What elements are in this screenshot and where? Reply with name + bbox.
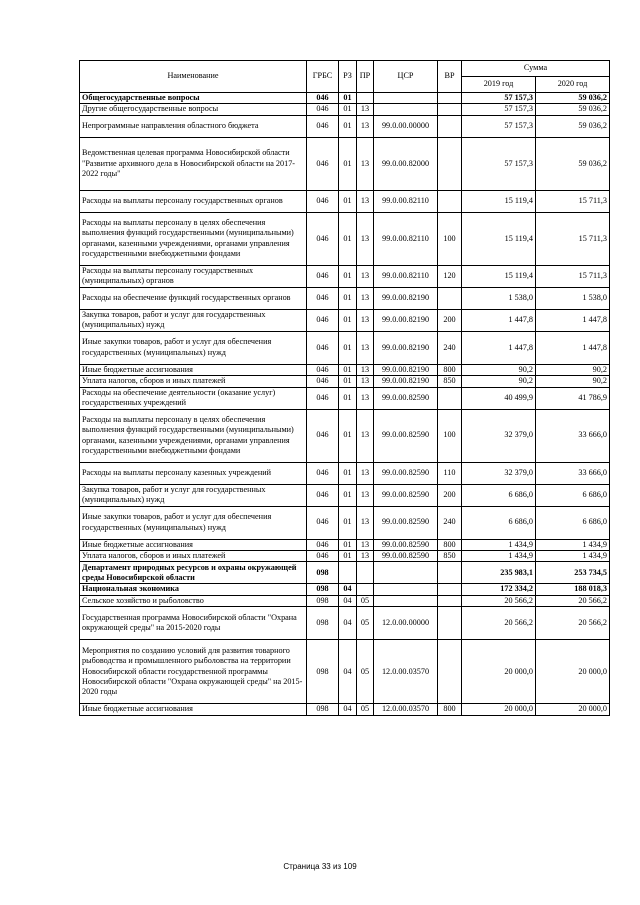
table-row bbox=[80, 462, 610, 484]
table-row bbox=[80, 331, 610, 364]
row-vr: 240 bbox=[438, 331, 462, 364]
row-name: Департамент природных ресурсов и охраны окружающей среды Новосибирской области bbox=[80, 562, 307, 584]
row-value-2019: 20 566,2 bbox=[462, 595, 536, 606]
row-value-2019: 1 434,9 bbox=[462, 551, 536, 562]
row-name: Мероприятия по созданию условий для развития товарного рыбоводства и промышленного рыболовства на территории Новосибирской области государственной программы Новосибирской области "Охрана окружающей среды" на 2015-2020 годы bbox=[80, 640, 307, 704]
row-csr: 99.0.00.82190 bbox=[374, 287, 438, 309]
row-value-2020: 59 036,2 bbox=[536, 115, 610, 137]
row-vr bbox=[438, 595, 462, 606]
row-rz: 01 bbox=[339, 265, 357, 287]
row-name: Иные бюджетные ассигнования bbox=[80, 539, 307, 550]
row-pr: 13 bbox=[357, 506, 374, 539]
header-name: Наименование bbox=[80, 61, 307, 93]
row-vr bbox=[438, 190, 462, 212]
row-vr bbox=[438, 115, 462, 137]
header-grbs: ГРБС bbox=[307, 61, 339, 93]
row-value-2020: 188 018,3 bbox=[536, 584, 610, 595]
row-name: Иные бюджетные ассигнования bbox=[80, 364, 307, 375]
row-vr: 100 bbox=[438, 212, 462, 265]
row-value-2019: 1 538,0 bbox=[462, 287, 536, 309]
table-row bbox=[80, 309, 610, 331]
table-row bbox=[80, 584, 610, 595]
row-value-2020: 41 786,9 bbox=[536, 387, 610, 409]
row-rz: 04 bbox=[339, 640, 357, 704]
row-rz bbox=[339, 562, 357, 584]
row-rz: 01 bbox=[339, 137, 357, 190]
row-pr: 13 bbox=[357, 364, 374, 375]
row-value-2020: 6 686,0 bbox=[536, 506, 610, 539]
table-row bbox=[80, 190, 610, 212]
table-row bbox=[80, 265, 610, 287]
row-rz: 01 bbox=[339, 409, 357, 462]
row-name: Национальная экономика bbox=[80, 584, 307, 595]
row-pr: 13 bbox=[357, 539, 374, 550]
row-pr: 05 bbox=[357, 640, 374, 704]
row-csr: 12.0.00.00000 bbox=[374, 607, 438, 640]
row-value-2019: 90,2 bbox=[462, 376, 536, 387]
row-grbs: 046 bbox=[307, 364, 339, 375]
row-rz: 04 bbox=[339, 584, 357, 595]
table-row bbox=[80, 551, 610, 562]
row-grbs: 046 bbox=[307, 484, 339, 506]
row-value-2019: 57 157,3 bbox=[462, 93, 536, 104]
row-pr: 13 bbox=[357, 309, 374, 331]
table-row bbox=[80, 104, 610, 115]
row-csr: 99.0.00.82590 bbox=[374, 539, 438, 550]
row-pr: 13 bbox=[357, 484, 374, 506]
header-sum: Сумма bbox=[462, 61, 610, 77]
row-name: Ведомственная целевая программа Новосибирской области "Развитие архивного дела в Новосибирской области на 2017-2022 годы" bbox=[80, 137, 307, 190]
row-csr: 99.0.00.82110 bbox=[374, 212, 438, 265]
row-vr: 200 bbox=[438, 309, 462, 331]
table-header bbox=[80, 61, 610, 93]
row-vr bbox=[438, 287, 462, 309]
row-name: Иные закупки товаров, работ и услуг для обеспечения государственных (муниципальных) нужд bbox=[80, 331, 307, 364]
row-name: Расходы на выплаты персоналу в целях обеспечения выполнения функций государственными (муниципальными) органами, казенными учреждениями, органами управления государственными внебюджетными фондами bbox=[80, 409, 307, 462]
row-name: Государственная программа Новосибирской области "Охрана окружающей среды" на 2015-2020 годы bbox=[80, 607, 307, 640]
row-vr: 110 bbox=[438, 462, 462, 484]
row-vr: 800 bbox=[438, 539, 462, 550]
row-name: Расходы на выплаты персоналу государственных (муниципальных) органов bbox=[80, 265, 307, 287]
row-pr: 13 bbox=[357, 265, 374, 287]
row-grbs: 098 bbox=[307, 704, 339, 715]
row-value-2020: 20 000,0 bbox=[536, 640, 610, 704]
row-pr bbox=[357, 93, 374, 104]
row-value-2020: 90,2 bbox=[536, 376, 610, 387]
row-pr: 13 bbox=[357, 287, 374, 309]
row-rz: 04 bbox=[339, 595, 357, 606]
row-name: Расходы на выплаты персоналу в целях обеспечения выполнения функций государственными (муниципальными) органами, казенными учреждениями, органами управления государственными внебюджетными фондами bbox=[80, 212, 307, 265]
row-value-2020: 1 434,9 bbox=[536, 539, 610, 550]
row-value-2019: 57 157,3 bbox=[462, 104, 536, 115]
row-grbs: 046 bbox=[307, 212, 339, 265]
row-value-2019: 1 447,8 bbox=[462, 331, 536, 364]
row-name: Закупка товаров, работ и услуг для государственных (муниципальных) нужд bbox=[80, 484, 307, 506]
row-rz: 01 bbox=[339, 287, 357, 309]
row-value-2020: 20 566,2 bbox=[536, 595, 610, 606]
row-name: Расходы на выплаты персоналу государственных органов bbox=[80, 190, 307, 212]
row-vr: 800 bbox=[438, 364, 462, 375]
row-value-2019: 57 157,3 bbox=[462, 137, 536, 190]
row-vr: 800 bbox=[438, 704, 462, 715]
row-value-2020: 6 686,0 bbox=[536, 484, 610, 506]
row-value-2020: 15 711,3 bbox=[536, 265, 610, 287]
row-vr: 120 bbox=[438, 265, 462, 287]
row-grbs: 098 bbox=[307, 595, 339, 606]
row-name: Сельское хозяйство и рыболовство bbox=[80, 595, 307, 606]
row-name: Закупка товаров, работ и услуг для государственных (муниципальных) нужд bbox=[80, 309, 307, 331]
row-pr: 13 bbox=[357, 551, 374, 562]
row-csr bbox=[374, 584, 438, 595]
row-vr bbox=[438, 640, 462, 704]
row-csr: 99.0.00.82190 bbox=[374, 309, 438, 331]
table-row bbox=[80, 212, 610, 265]
row-value-2020: 20 566,2 bbox=[536, 607, 610, 640]
row-value-2020: 1 447,8 bbox=[536, 309, 610, 331]
row-value-2019: 90,2 bbox=[462, 364, 536, 375]
row-pr bbox=[357, 562, 374, 584]
row-grbs: 098 bbox=[307, 584, 339, 595]
table-row bbox=[80, 93, 610, 104]
row-grbs: 046 bbox=[307, 539, 339, 550]
row-vr: 850 bbox=[438, 376, 462, 387]
row-pr: 13 bbox=[357, 212, 374, 265]
table-row bbox=[80, 607, 610, 640]
row-vr bbox=[438, 104, 462, 115]
row-vr bbox=[438, 137, 462, 190]
row-name: Расходы на выплаты персоналу казенных учреждений bbox=[80, 462, 307, 484]
row-value-2020: 15 711,3 bbox=[536, 212, 610, 265]
row-value-2019: 32 379,0 bbox=[462, 462, 536, 484]
row-name: Расходы на обеспечение функций государственных органов bbox=[80, 287, 307, 309]
row-csr: 99.0.00.82110 bbox=[374, 190, 438, 212]
table-row bbox=[80, 484, 610, 506]
row-grbs: 046 bbox=[307, 190, 339, 212]
row-grbs: 046 bbox=[307, 462, 339, 484]
row-value-2020: 1 447,8 bbox=[536, 331, 610, 364]
row-rz: 01 bbox=[339, 506, 357, 539]
row-pr: 13 bbox=[357, 387, 374, 409]
row-csr: 12.0.00.03570 bbox=[374, 704, 438, 715]
row-csr: 99.0.00.82110 bbox=[374, 265, 438, 287]
table-row bbox=[80, 364, 610, 375]
row-csr: 99.0.00.82590 bbox=[374, 484, 438, 506]
row-pr: 13 bbox=[357, 115, 374, 137]
row-pr: 13 bbox=[357, 462, 374, 484]
row-rz: 01 bbox=[339, 484, 357, 506]
row-grbs: 046 bbox=[307, 93, 339, 104]
row-value-2019: 6 686,0 bbox=[462, 506, 536, 539]
row-rz: 04 bbox=[339, 704, 357, 715]
row-value-2020: 59 036,2 bbox=[536, 137, 610, 190]
row-csr: 99.0.00.82190 bbox=[374, 376, 438, 387]
row-value-2019: 20 000,0 bbox=[462, 704, 536, 715]
row-name: Иные бюджетные ассигнования bbox=[80, 704, 307, 715]
row-rz: 01 bbox=[339, 309, 357, 331]
row-vr bbox=[438, 93, 462, 104]
row-pr: 13 bbox=[357, 331, 374, 364]
row-grbs: 046 bbox=[307, 551, 339, 562]
row-rz: 01 bbox=[339, 115, 357, 137]
row-value-2019: 20 566,2 bbox=[462, 607, 536, 640]
row-csr: 99.0.00.82590 bbox=[374, 506, 438, 539]
row-vr bbox=[438, 387, 462, 409]
row-grbs: 098 bbox=[307, 562, 339, 584]
row-csr: 99.0.00.82590 bbox=[374, 387, 438, 409]
table-row bbox=[80, 704, 610, 715]
row-csr: 99.0.00.00000 bbox=[374, 115, 438, 137]
table-row bbox=[80, 387, 610, 409]
table-row bbox=[80, 595, 610, 606]
row-vr: 200 bbox=[438, 484, 462, 506]
row-vr bbox=[438, 584, 462, 595]
row-name: Расходы на обеспечение деятельности (оказание услуг) государственных учреждений bbox=[80, 387, 307, 409]
header-2020: 2020 год bbox=[536, 77, 610, 93]
row-vr: 240 bbox=[438, 506, 462, 539]
row-csr: 99.0.00.82190 bbox=[374, 331, 438, 364]
row-csr bbox=[374, 562, 438, 584]
row-value-2019: 57 157,3 bbox=[462, 115, 536, 137]
row-csr: 99.0.00.82190 bbox=[374, 364, 438, 375]
row-rz: 01 bbox=[339, 190, 357, 212]
row-value-2020: 1 538,0 bbox=[536, 287, 610, 309]
row-value-2019: 15 119,4 bbox=[462, 265, 536, 287]
row-csr bbox=[374, 93, 438, 104]
row-rz: 01 bbox=[339, 212, 357, 265]
row-value-2019: 235 983,1 bbox=[462, 562, 536, 584]
row-value-2020: 20 000,0 bbox=[536, 704, 610, 715]
row-grbs: 046 bbox=[307, 331, 339, 364]
row-value-2019: 15 119,4 bbox=[462, 190, 536, 212]
row-pr: 05 bbox=[357, 607, 374, 640]
page-footer: Страница 33 из 109 bbox=[283, 862, 357, 871]
row-rz: 01 bbox=[339, 376, 357, 387]
row-name: Непрограммные направления областного бюджета bbox=[80, 115, 307, 137]
row-csr: 12.0.00.03570 bbox=[374, 640, 438, 704]
table-row bbox=[80, 562, 610, 584]
row-grbs: 098 bbox=[307, 607, 339, 640]
row-name: Другие общегосударственные вопросы bbox=[80, 104, 307, 115]
row-csr: 99.0.00.82590 bbox=[374, 462, 438, 484]
row-value-2020: 15 711,3 bbox=[536, 190, 610, 212]
row-csr bbox=[374, 595, 438, 606]
header-csr: ЦСР bbox=[374, 61, 438, 93]
row-value-2019: 32 379,0 bbox=[462, 409, 536, 462]
row-name: Уплата налогов, сборов и иных платежей bbox=[80, 551, 307, 562]
row-grbs: 046 bbox=[307, 137, 339, 190]
table-row bbox=[80, 409, 610, 462]
budget-table bbox=[79, 60, 610, 716]
row-value-2020: 33 666,0 bbox=[536, 409, 610, 462]
row-value-2019: 1 434,9 bbox=[462, 539, 536, 550]
row-grbs: 046 bbox=[307, 287, 339, 309]
row-grbs: 046 bbox=[307, 409, 339, 462]
row-value-2019: 1 447,8 bbox=[462, 309, 536, 331]
row-value-2020: 59 036,2 bbox=[536, 104, 610, 115]
row-grbs: 046 bbox=[307, 376, 339, 387]
row-vr: 100 bbox=[438, 409, 462, 462]
row-name: Общегосударственные вопросы bbox=[80, 93, 307, 104]
row-name: Уплата налогов, сборов и иных платежей bbox=[80, 376, 307, 387]
row-grbs: 046 bbox=[307, 506, 339, 539]
table-row bbox=[80, 376, 610, 387]
row-value-2020: 1 434,9 bbox=[536, 551, 610, 562]
table-row bbox=[80, 506, 610, 539]
header-rz: РЗ bbox=[339, 61, 357, 93]
row-value-2019: 15 119,4 bbox=[462, 212, 536, 265]
row-pr: 13 bbox=[357, 376, 374, 387]
header-pr: ПР bbox=[357, 61, 374, 93]
row-rz: 01 bbox=[339, 387, 357, 409]
row-csr bbox=[374, 104, 438, 115]
row-pr bbox=[357, 584, 374, 595]
row-value-2019: 6 686,0 bbox=[462, 484, 536, 506]
row-pr: 05 bbox=[357, 595, 374, 606]
row-rz: 01 bbox=[339, 364, 357, 375]
row-rz: 01 bbox=[339, 93, 357, 104]
table-row bbox=[80, 640, 610, 704]
row-rz: 01 bbox=[339, 462, 357, 484]
row-pr: 13 bbox=[357, 190, 374, 212]
row-vr bbox=[438, 607, 462, 640]
row-rz: 04 bbox=[339, 607, 357, 640]
row-rz: 01 bbox=[339, 104, 357, 115]
header-vr: ВР bbox=[438, 61, 462, 93]
row-csr: 99.0.00.82590 bbox=[374, 409, 438, 462]
table-row bbox=[80, 287, 610, 309]
row-grbs: 046 bbox=[307, 309, 339, 331]
table-row bbox=[80, 137, 610, 190]
row-vr: 850 bbox=[438, 551, 462, 562]
table-body bbox=[80, 93, 610, 716]
row-vr bbox=[438, 562, 462, 584]
row-pr: 05 bbox=[357, 704, 374, 715]
row-pr: 13 bbox=[357, 137, 374, 190]
row-pr: 13 bbox=[357, 409, 374, 462]
table-row bbox=[80, 539, 610, 550]
row-grbs: 046 bbox=[307, 115, 339, 137]
row-value-2019: 20 000,0 bbox=[462, 640, 536, 704]
row-value-2020: 253 734,5 bbox=[536, 562, 610, 584]
row-value-2019: 172 334,2 bbox=[462, 584, 536, 595]
row-rz: 01 bbox=[339, 539, 357, 550]
row-value-2020: 59 036,2 bbox=[536, 93, 610, 104]
header-2019: 2019 год bbox=[462, 77, 536, 93]
row-pr: 13 bbox=[357, 104, 374, 115]
row-csr: 99.0.00.82000 bbox=[374, 137, 438, 190]
row-rz: 01 bbox=[339, 331, 357, 364]
table-row bbox=[80, 115, 610, 137]
row-name: Иные закупки товаров, работ и услуг для обеспечения государственных (муниципальных) нужд bbox=[80, 506, 307, 539]
row-grbs: 046 bbox=[307, 387, 339, 409]
row-value-2020: 33 666,0 bbox=[536, 462, 610, 484]
row-csr: 99.0.00.82590 bbox=[374, 551, 438, 562]
row-grbs: 046 bbox=[307, 104, 339, 115]
row-grbs: 046 bbox=[307, 265, 339, 287]
row-grbs: 098 bbox=[307, 640, 339, 704]
row-rz: 01 bbox=[339, 551, 357, 562]
row-value-2019: 40 499,9 bbox=[462, 387, 536, 409]
row-value-2020: 90,2 bbox=[536, 364, 610, 375]
